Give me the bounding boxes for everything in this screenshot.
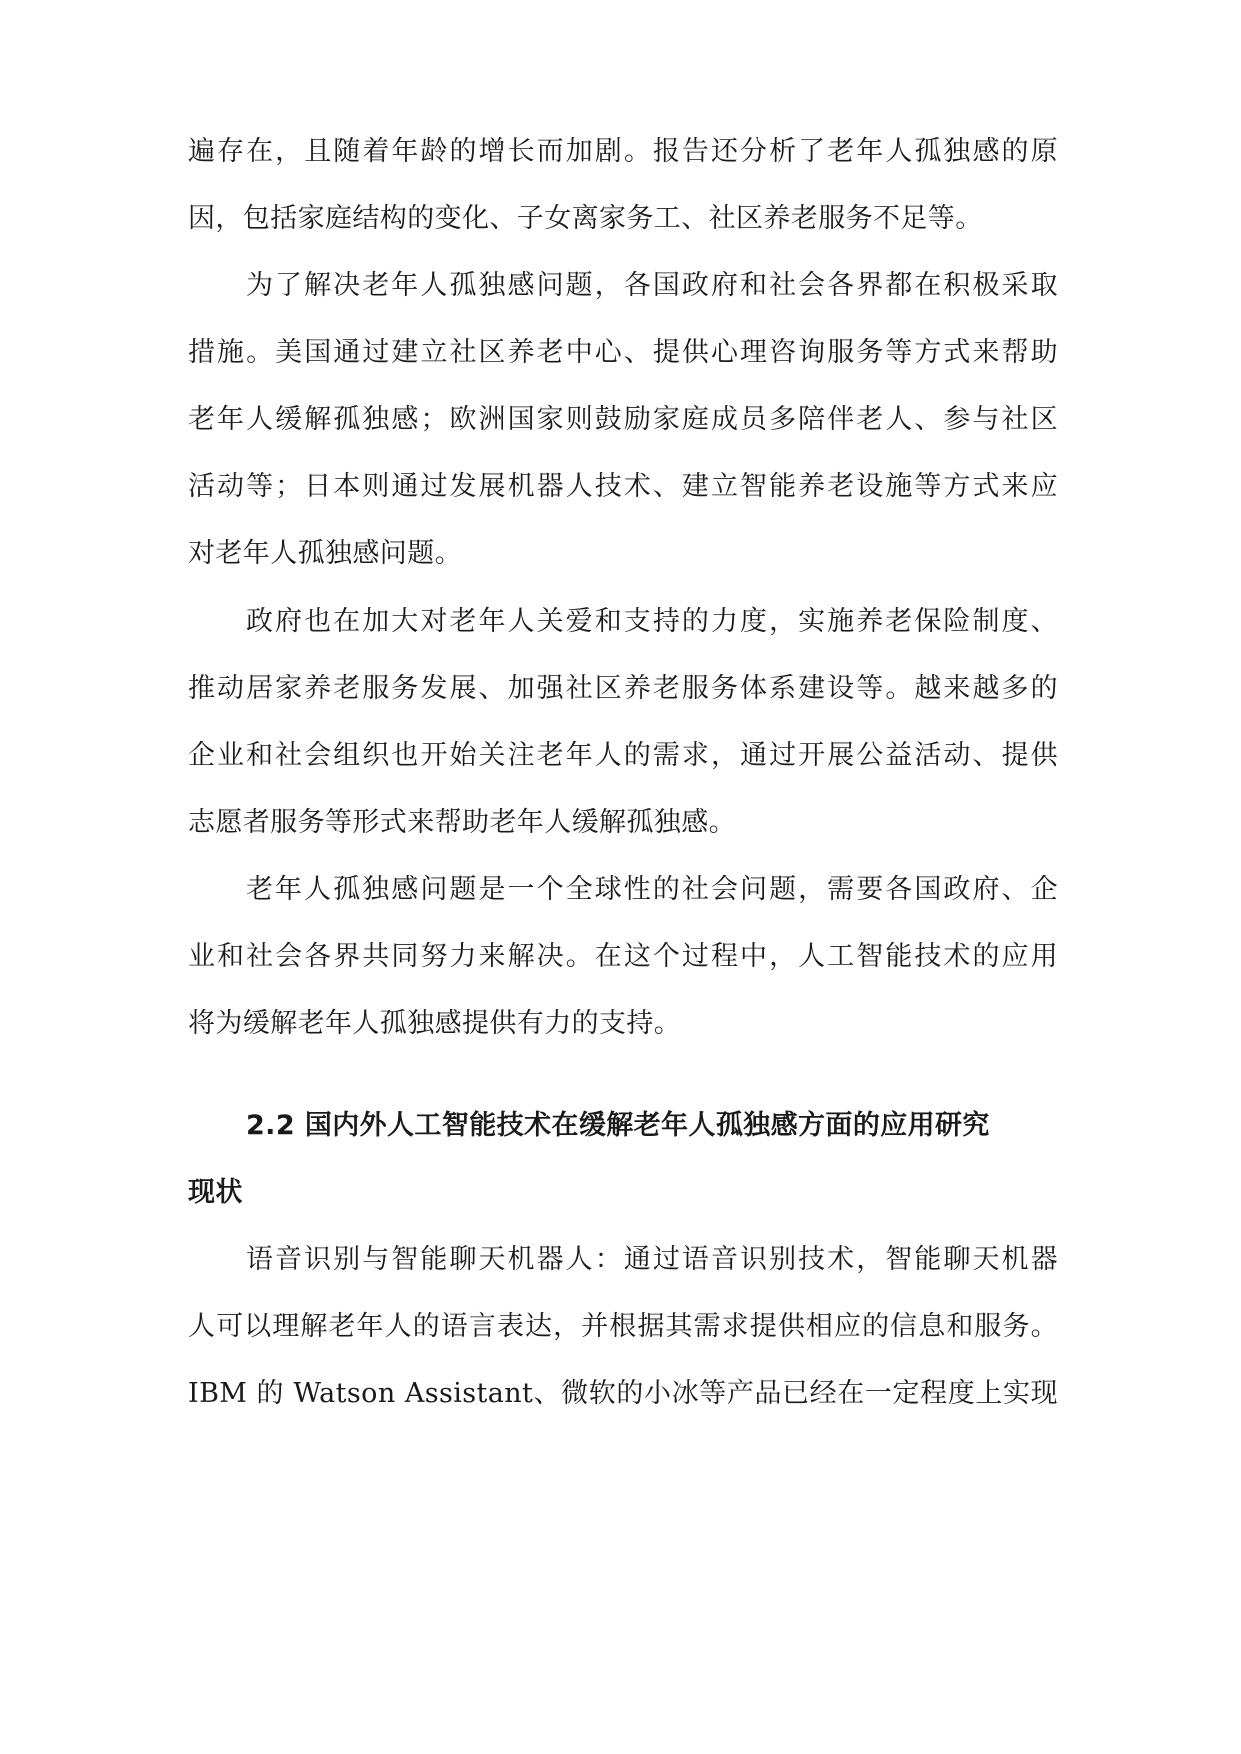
body-text-line: 因，包括家庭结构的变化、子女离家务工、社区养老服务不足等。: [188, 203, 983, 234]
body-text-line: 企业和社会组织也开始关注老年人的需求，通过开展公益活动、提供: [188, 740, 1058, 771]
body-text-line: 老年人缓解孤独感；欧洲国家则鼓励家庭成员多陪伴老人、参与社区: [188, 404, 1058, 435]
body-text-line: 措施。美国通过建立社区养老中心、提供心理咨询服务等方式来帮助: [188, 337, 1058, 368]
body-text-line: 老年人孤独感问题是一个全球性的社会问题，需要各国政府、企: [246, 874, 1058, 905]
body-text-line: IBM 的 Watson Assistant、微软的小冰等产品已经在一定程度上实现: [188, 1378, 1058, 1409]
section-heading-continued: 现状: [188, 1177, 243, 1208]
section-heading: 2.2 国内外人工智能技术在缓解老年人孤独感方面的应用研究: [246, 1110, 990, 1141]
body-text-line: 人可以理解老年人的语言表达，并根据其需求提供相应的信息和服务。: [188, 1311, 1058, 1342]
body-text-line: 遍存在，且随着年龄的增长而加剧。报告还分析了老年人孤独感的原: [188, 136, 1058, 167]
body-text-line: 业和社会各界共同努力来解决。在这个过程中，人工智能技术的应用: [188, 941, 1058, 972]
body-text-line: 政府也在加大对老年人关爱和支持的力度，实施养老保险制度、: [246, 606, 1058, 637]
body-text-line: 语音识别与智能聊天机器人：通过语音识别技术，智能聊天机器: [246, 1244, 1058, 1275]
body-text-line: 将为缓解老年人孤独感提供有力的支持。: [188, 1008, 682, 1039]
body-text-line: 推动居家养老服务发展、加强社区养老服务体系建设等。越来越多的: [188, 673, 1058, 704]
body-text-line: 志愿者服务等形式来帮助老年人缓解孤独感。: [188, 807, 736, 838]
body-text-line: 对老年人孤独感问题。: [188, 538, 462, 569]
body-text-line: 为了解决老年人孤独感问题，各国政府和社会各界都在积极采取: [246, 270, 1058, 301]
body-text-line: 活动等；日本则通过发展机器人技术、建立智能养老设施等方式来应: [188, 471, 1058, 502]
